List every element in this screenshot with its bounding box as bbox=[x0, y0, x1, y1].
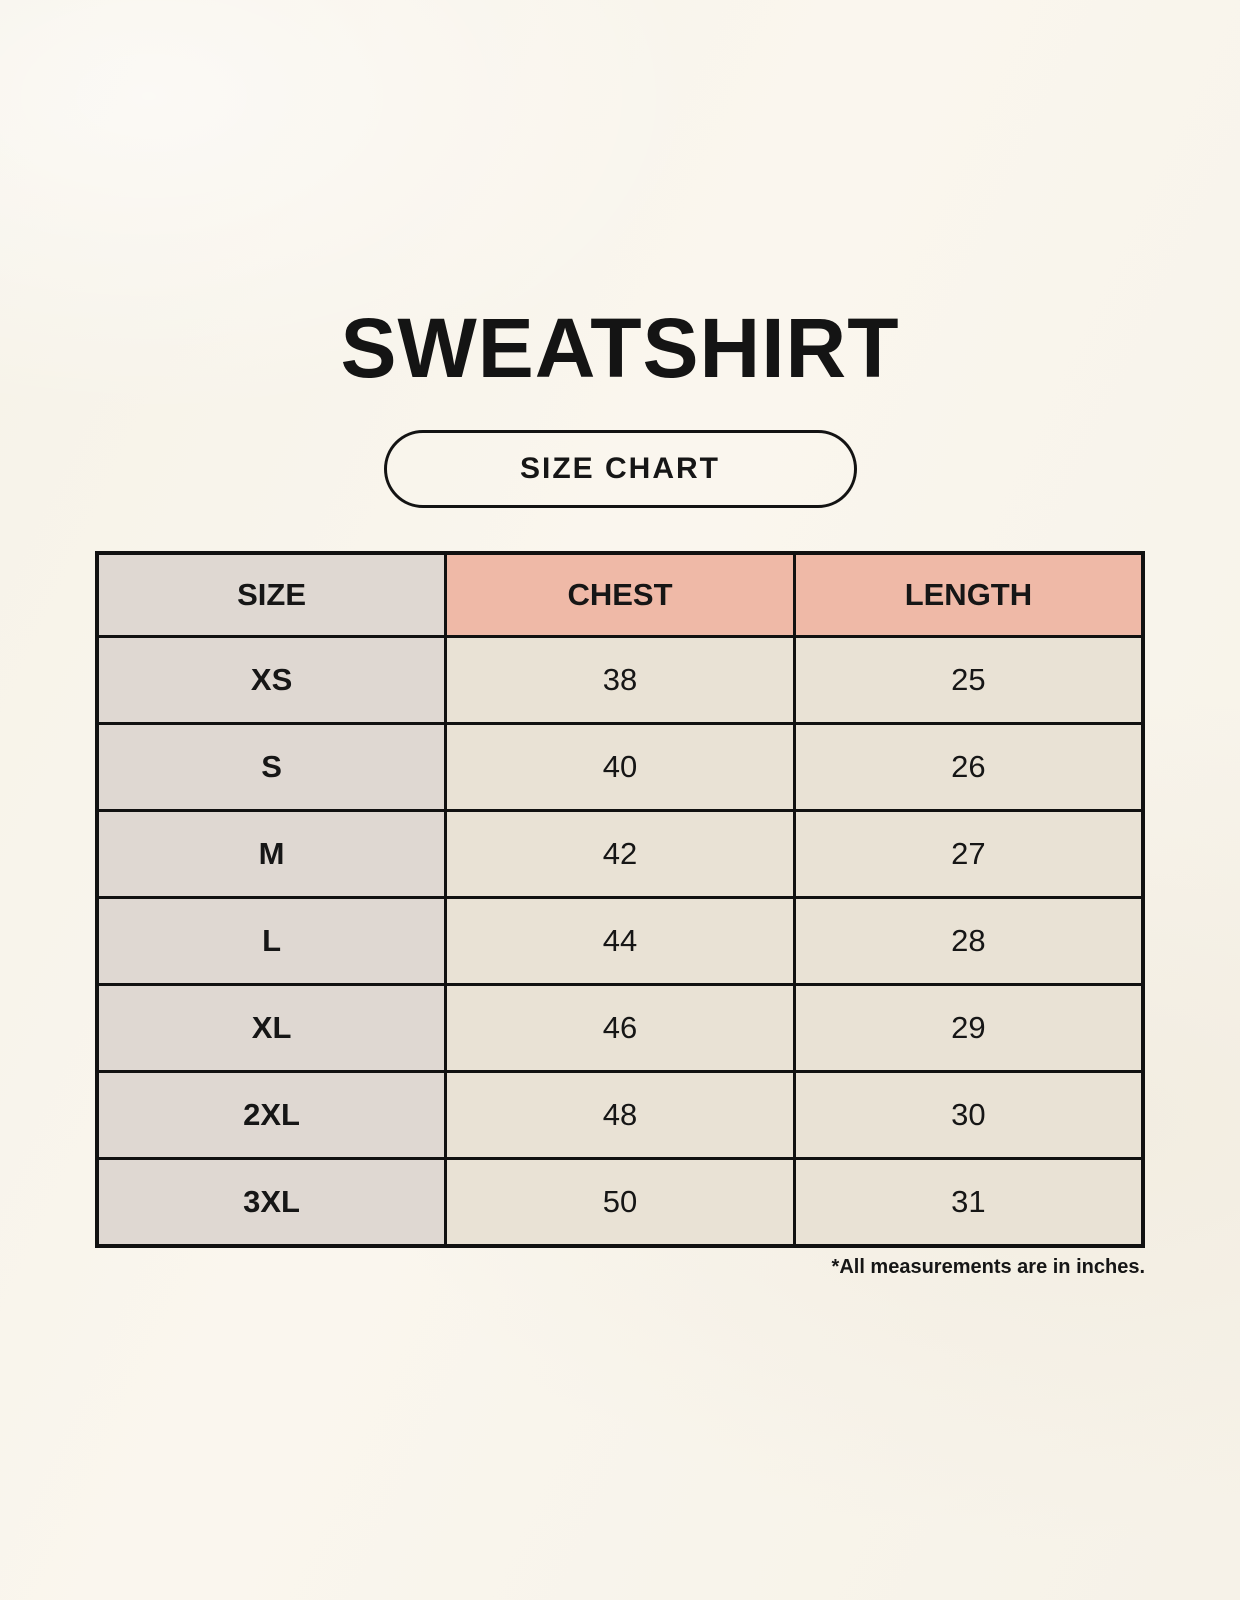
size-cell: XL bbox=[97, 985, 446, 1072]
table-row bbox=[97, 637, 1143, 724]
measurements-footnote: *All measurements are in inches. bbox=[831, 1256, 1145, 1278]
header-length: LENGTH bbox=[794, 553, 1143, 637]
chest-cell: 50 bbox=[446, 1159, 795, 1247]
table-row bbox=[97, 1159, 1143, 1247]
table-row bbox=[97, 724, 1143, 811]
size-cell: L bbox=[97, 898, 446, 985]
chest-cell: 42 bbox=[446, 811, 795, 898]
chest-cell: 46 bbox=[446, 985, 795, 1072]
size-cell: XS bbox=[97, 637, 446, 724]
chest-cell: 44 bbox=[446, 898, 795, 985]
table-row bbox=[97, 1072, 1143, 1159]
table-row bbox=[97, 985, 1143, 1072]
length-cell: 27 bbox=[794, 811, 1143, 898]
table-row bbox=[97, 811, 1143, 898]
length-cell: 28 bbox=[794, 898, 1143, 985]
page-title: SWEATSHIRT bbox=[340, 301, 900, 395]
chest-cell: 40 bbox=[446, 724, 795, 811]
size-cell: S bbox=[97, 724, 446, 811]
table-header-row bbox=[97, 553, 1143, 637]
size-cell: 3XL bbox=[97, 1159, 446, 1247]
length-cell: 26 bbox=[794, 724, 1143, 811]
length-cell: 31 bbox=[794, 1159, 1143, 1247]
size-cell: M bbox=[97, 811, 446, 898]
size-chart-table bbox=[95, 551, 1145, 1248]
length-cell: 29 bbox=[794, 985, 1143, 1072]
header-chest: CHEST bbox=[446, 553, 795, 637]
size-chart-badge bbox=[384, 430, 857, 508]
size-cell: 2XL bbox=[97, 1072, 446, 1159]
chest-cell: 48 bbox=[446, 1072, 795, 1159]
table-row bbox=[97, 898, 1143, 985]
chest-cell: 38 bbox=[446, 637, 795, 724]
length-cell: 25 bbox=[794, 637, 1143, 724]
length-cell: 30 bbox=[794, 1072, 1143, 1159]
size-chart-badge-label: SIZE CHART bbox=[520, 452, 720, 485]
header-size: SIZE bbox=[97, 553, 446, 637]
